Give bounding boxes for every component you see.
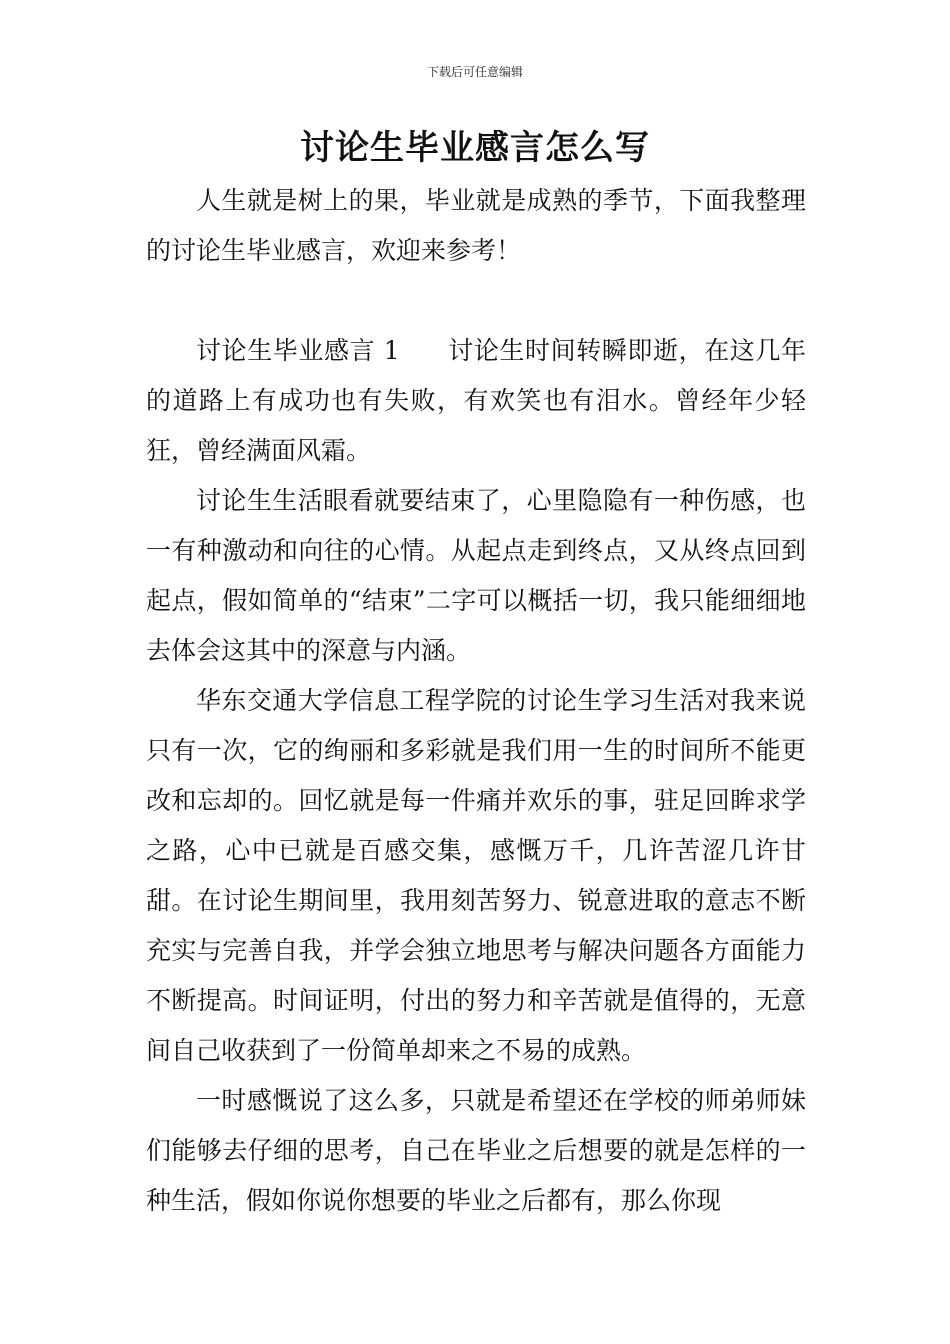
document-title: 讨论生毕业感言怎么写 bbox=[300, 128, 650, 168]
intro-paragraph: 人生就是树上的果，毕业就是成熟的季节，下面我整理的讨论生毕业感言，欢迎来参考！ bbox=[146, 186, 806, 265]
section-first-paragraph bbox=[146, 326, 806, 476]
body-paragraph: 讨论生生活眼看就要结束了，心里隐隐有一种伤感，也一有种激动和向往的心情。从起点走到终点，又从终点回到起点，假如简单的“结束”二字可以概括一切，我只能细细地去体会这其中的深意与内涵。 bbox=[146, 486, 806, 665]
body-paragraph: 华东交通大学信息工程学院的讨论生学习生活对我来说只有一次，它的绚丽和多彩就是我们用一生的时间所不能更改和忘却的。回忆就是每一件痛并欢乐的事，驻足回眸求学之路，心中已就是百感交集，感慨万千，几许苦涩几许甘甜。在讨论生期间里，我用刻苦努力、锐意进取的意志不断充实与完善自我，并学会独立地思考与解决问题各方面能力不断提高。时间证明，付出的努力和辛苦就是值得的，无意间自己收获到了一份简单却来之不易的成熟。 bbox=[146, 686, 806, 1065]
section-first-text: 讨论生时间转瞬即逝，在这几年的道路上有成功也有失败，有欢笑也有泪水。曾经年少轻狂，曾经满面风霜。 bbox=[146, 336, 806, 465]
main-section bbox=[146, 326, 806, 1226]
header-note: 下载后可任意编辑 bbox=[426, 65, 523, 79]
intro-section bbox=[146, 176, 806, 276]
body-paragraph: 一时感慨说了这么多，只就是希望还在学校的师弟师妹们能够去仔细的思考，自己在毕业之后想要的就是怎样的一种生活，假如你说你想要的毕业之后都有，那么你现 bbox=[146, 1086, 806, 1215]
section-heading: 讨论生毕业感言 1 bbox=[196, 336, 400, 365]
